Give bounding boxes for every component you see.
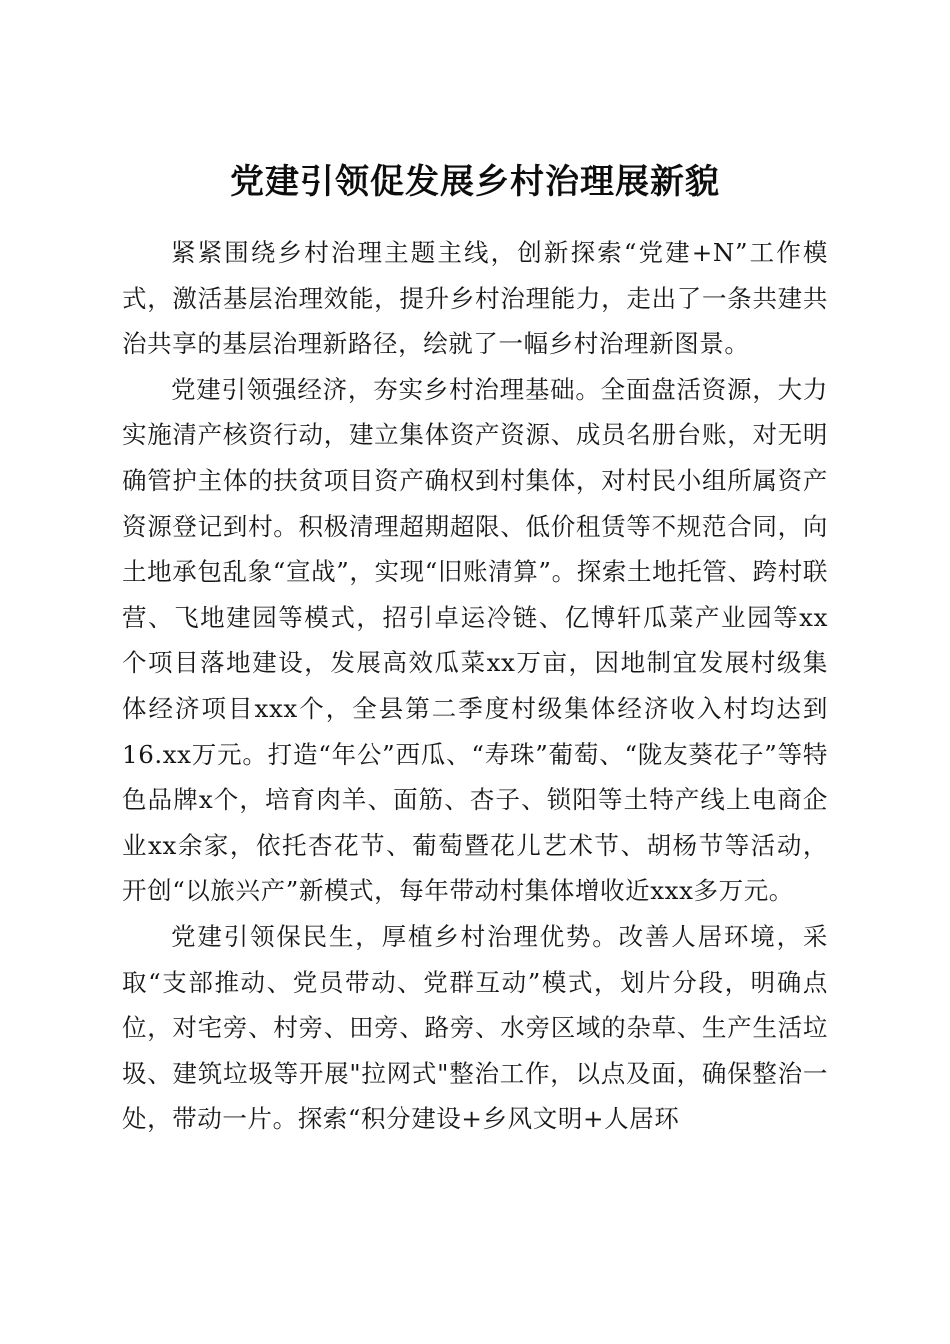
paragraph-livelihood: 党建引领保民生，厚植乡村治理优势。改善人居环境，采取“支部推动、党员带动、党群互动”模式，划片分段，明确点位，对宅旁、村旁、田旁、路旁、水旁区域的杂草、生产生活垃圾、建筑垃圾等开展"拉网式"整治工作，以点及面，确保整治一处，带动一片。探索“积分建设+乡风文明+人居环: [122, 921, 828, 1134]
paragraph-intro: 紧紧围绕乡村治理主题主线，创新探索“党建+N”工作模式，激活基层治理效能，提升乡村治理能力，走出了一条共建共治共享的基层治理新路径，绘就了一幅乡村治理新图景。: [122, 238, 828, 359]
document-title: 党建引领促发展乡村治理展新貌: [230, 161, 720, 202]
document-body: [122, 230, 828, 1142]
paragraph-economy: 党建引领强经济，夯实乡村治理基础。全面盘活资源，大力实施清产核资行动，建立集体资产资源、成员名册台账，对无明确管护主体的扶贫项目资产确权到村集体，对村民小组所属资产资源登记到村。积极清理超期超限、低价租赁等不规范合同，向土地承包乱象“宣战”，实现“旧账清算”。探索土地托管、跨村联营、飞地建园等模式，招引卓运冷链、亿博轩瓜菜产业园等xx个项目落地建设，发展高效瓜菜xx万亩，因地制宜发展村级集体经济项目xxx个，全县第二季度村级集体经济收入村均达到16.xx万元。打造“年公”西瓜、“寿珠”葡萄、“陇友葵花子”等特色品牌x个，培育肉羊、面筋、杏子、锁阳等土特产线上电商企业xx余家，依托杏花节、葡萄暨花儿艺术节、胡杨节等活动，开创“以旅兴产”新模式，每年带动村集体增收近xxx多万元。: [122, 374, 828, 906]
